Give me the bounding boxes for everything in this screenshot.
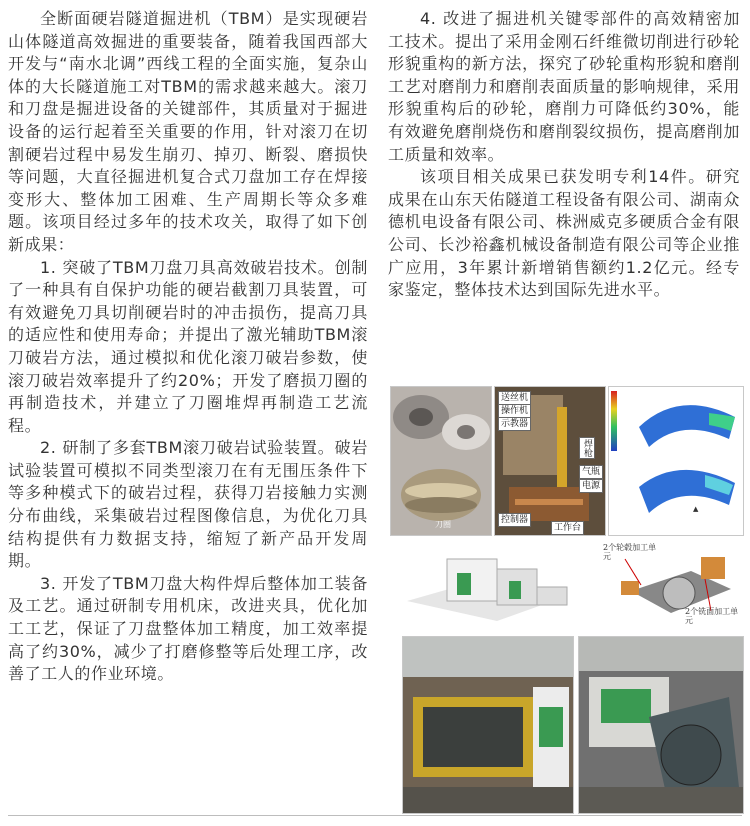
left-column [8, 8, 368, 686]
machining-diagram [600, 540, 744, 632]
achievement-3: 3. 开发了TBM刀盘大构件焊后整体加工装备及工艺。通过研制专用机床，改进夹具，优化加工工艺，保证了刀盘整体加工精度，加工效率提高了约30%，减少了打磨修整等后处理工序，改善了工人的作业环境。 [8, 573, 368, 684]
intro-paragraph: 全断面硬岩隧道掘进机（TBM）是实现硬岩山体隧道高效掘进的重要装备，随着我国西部大开发与“南水北调”西线工程的全面实施，复杂山体的大长隧道施工对TBM的需求越来越大。滚刀和刀盘是掘进设备的关键部件，其质量对于掘进设备的运行起着至关重要的作用，针对滚刀在切割硬岩过程中易发生崩刃、掉刃、断裂、磨损快等问题，大直径掘进机复合式刀盘加工存在焊接变形大、整体加工困难、生产周期长等众多难题。该项目经过多年的技术攻关，取得了如下创新成果： [8, 9, 368, 254]
weld-label-teach-pendant: 示教器 [498, 417, 531, 431]
factory-photo-left [402, 636, 574, 814]
cutter-ring-photo [390, 386, 492, 536]
machine-tool-rendering [396, 540, 598, 632]
weld-label-table: 工作台 [551, 521, 584, 535]
right-column [388, 8, 740, 302]
label-face-units: 2个铣面加工单元 [685, 607, 739, 625]
fea-simulation-image [608, 386, 744, 536]
weld-label-power: 电源 [579, 479, 603, 493]
welding-station-photo [494, 386, 606, 536]
achievement-2: 2. 研制了多套TBM滚刀破岩试验装置。破岩试验装置可模拟不同类型滚刀在有无围压条件下等多种模式下的破岩过程，获得刀岩接触力实测分布曲线，采集破岩过程图像信息，为优化刀具结构提供有力数据支持，缩短了新产品开发周期。 [8, 438, 368, 571]
summary-paragraph: 该项目相关成果已获发明专利14件。研究成果在山东天佑隧道工程设备有限公司、湖南众德机电设备有限公司、株洲威克多硬质合金有限公司、长沙裕鑫机械设备制造有限公司等企业推广应用，3年累计新增销售额约1.2亿元。经专家鉴定，整体技术达到国际先进水平。 [388, 167, 740, 300]
factory-photo-right [578, 636, 744, 814]
achievement-4: 4. 改进了掘进机关键零部件的高效精密加工技术。提出了采用金刚石纤维微切削进行砂轮形貌重构的新方法，探究了砂轮重构形貌和磨削工艺对磨削力和磨削表面质量的影响规律，采用形貌重构后的砂轮，磨削力可降低约30%，能有效避免磨削烧伤和磨削裂纹损伤，提高磨削加工质量和效率。 [388, 9, 740, 164]
weld-label-controller: 控制器 [498, 513, 531, 527]
weld-label-torch: 焊枪 [579, 437, 595, 459]
bottom-rule [8, 815, 742, 816]
fea-annotation-mark: ▲ [693, 505, 699, 513]
weld-label-wire-feeder: 送丝机 [498, 391, 531, 405]
achievement-1: 1. 突破了TBM刀盘刀具高效破岩技术。创制了一种具有自保护功能的硬岩截割刀具装置，可有效避免刀具切削硬岩时的冲击损伤，提高刀具的适应性和使用寿命；并提出了激光辅助TBM滚刀破岩方法，通过模拟和优化滚刀破岩参数，使滚刀破岩效率提升了约20%；开发了磨损刀圈的再制造技术，并建立了刀圈堆焊再制造工艺流程。 [8, 257, 368, 435]
label-hub-units: 2个轮毂加工单元 [603, 543, 657, 561]
weld-label-gas: 气瓶 [579, 465, 603, 479]
weld-label-operator: 操作机 [498, 404, 531, 418]
cutter-ring-label: 刀圈 [435, 520, 451, 529]
